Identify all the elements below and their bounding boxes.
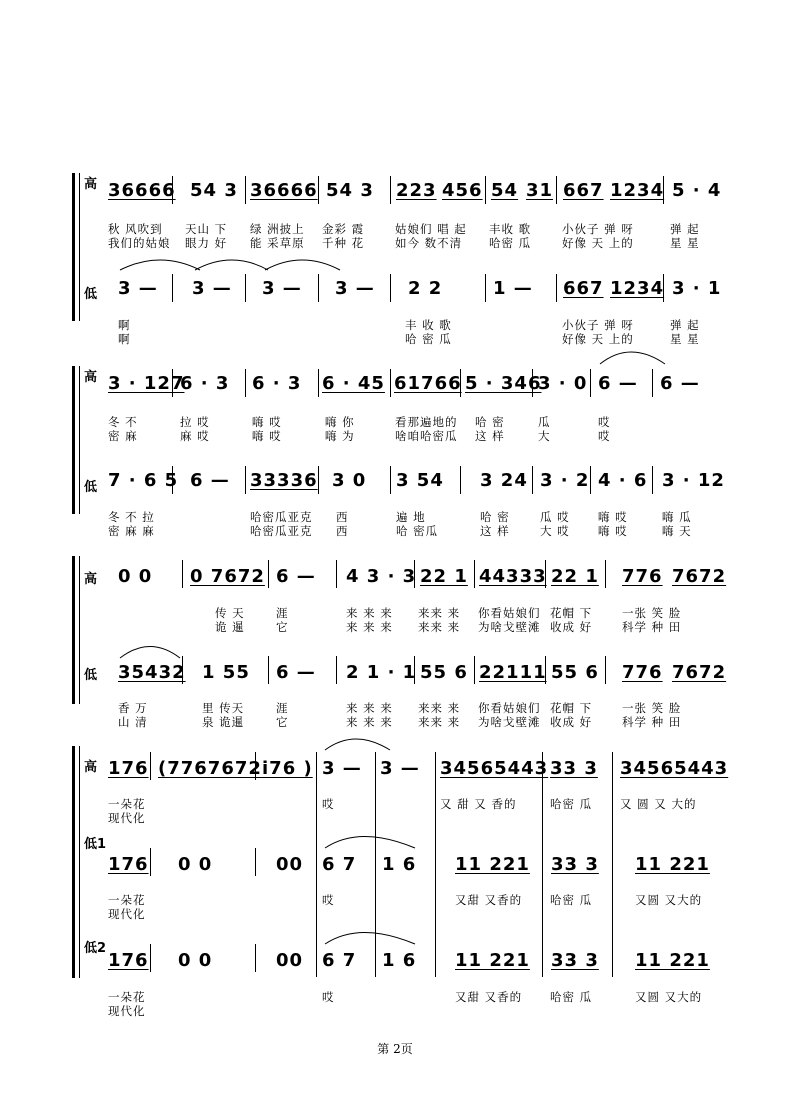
note-group: 0 0 — [178, 854, 213, 875]
lyric: 泉 诡暹 — [202, 715, 245, 729]
note-group: 5 · 346 — [465, 373, 542, 394]
note-group: 6 — — [276, 566, 316, 587]
lyric: 传 天 — [215, 606, 245, 620]
lyric: 来 来 来 — [346, 620, 393, 634]
note-group: 44333 — [479, 566, 547, 587]
lyric: 星 星 — [670, 332, 700, 346]
note-group: 54 3 — [326, 180, 374, 201]
note-group: 11 221 — [455, 950, 530, 971]
lyric: 现代化 — [108, 1004, 146, 1018]
note-group: 4 3 · 3 — [346, 566, 417, 587]
lyric: 弹 起 — [670, 318, 700, 332]
lyric: 冬 不 — [108, 415, 138, 429]
note-group: 6 — — [190, 470, 230, 491]
note-group: 54 — [491, 180, 519, 201]
note-group: 34565443 — [620, 758, 729, 779]
lyric: 收成 好 — [550, 715, 593, 729]
lyric: 花帽 下 — [550, 701, 593, 715]
lyric: 又圆 又大的 — [635, 893, 703, 907]
lyric: 哈 密 — [475, 415, 505, 429]
slur — [195, 260, 268, 270]
lyric: 姑娘们 唱 起 — [395, 222, 467, 236]
note-group: 0 0 — [178, 950, 213, 971]
lyric: 丰 收 歌 — [405, 318, 452, 332]
lyric: 嗨 哎 — [252, 415, 282, 429]
part-label-high: 高 — [84, 370, 98, 385]
note-group: 3 · 1 — [672, 278, 722, 299]
note-group: 3 — — [335, 278, 375, 299]
lyric: 秋 风吹到 — [108, 222, 163, 236]
lyric: 嗨 瓜 — [662, 510, 692, 524]
note-group: i76 ) — [262, 758, 313, 779]
note-group: 6 7 — [322, 854, 357, 875]
lyric: 又圆 又大的 — [635, 990, 703, 1004]
lyric: 嗨 哎 — [252, 429, 282, 443]
lyric: 花帽 下 — [550, 606, 593, 620]
lyric: 一朵花 — [108, 797, 146, 811]
lyric: 嗨 哎 — [598, 524, 628, 538]
note-group: 6 · 3 — [252, 373, 302, 394]
lyric: 能 采草原 — [250, 236, 305, 250]
note-group: 176 — [108, 758, 149, 779]
note-group: 6 · 45 — [322, 373, 385, 394]
note-group: 33336 — [250, 470, 318, 491]
note-group: 6 · 3 — [180, 373, 230, 394]
lyric: 啊 — [118, 318, 131, 332]
note-group: 55 6 — [551, 662, 599, 683]
lyric: 涯 — [276, 701, 289, 715]
note-group: 4 · 6 — [598, 470, 648, 491]
note-group: 667 — [563, 180, 604, 201]
note-group: 776 — [622, 662, 663, 683]
lyric: 诡 暹 — [215, 620, 245, 634]
lyric: 来来 来 — [418, 606, 461, 620]
note-group: 54 3 — [190, 180, 238, 201]
lyric: 哈密 瓜 — [550, 990, 593, 1004]
note-group: 7672 — [672, 566, 727, 587]
lyric: 来 来 来 — [346, 606, 393, 620]
lyric: 天山 下 — [185, 222, 228, 236]
slur — [120, 647, 180, 659]
lyric: 好像 天 上的 — [562, 332, 634, 346]
lyric: 瓜 — [538, 415, 551, 429]
lyric: 眼力 好 — [185, 236, 228, 250]
note-group: 2 1 · 1 — [346, 662, 417, 683]
note-group: 00 — [276, 854, 304, 875]
lyric: 金彩 霞 — [322, 222, 365, 236]
lyric: 拉 哎 — [180, 415, 210, 429]
note-group: 2 2 — [408, 278, 443, 299]
lyric: 来 来 来 — [346, 701, 393, 715]
lyric: 丰收 歌 — [489, 222, 532, 236]
slur — [325, 739, 390, 750]
note-group: 3 · 12 — [662, 470, 725, 491]
note-group: 1 6 — [382, 854, 417, 875]
note-group: 3 0 — [332, 470, 367, 491]
note-group: 22 1 — [551, 566, 599, 587]
note-group: 176 — [108, 854, 149, 875]
lyric: 山 清 — [118, 715, 148, 729]
note-group: 61766 — [394, 373, 462, 394]
lyric: 你看姑娘们 — [478, 701, 541, 715]
note-group: 6 — — [660, 373, 700, 394]
lyric: 它 — [276, 620, 289, 634]
lyric: 嗨 为 — [325, 429, 355, 443]
slur — [325, 837, 415, 849]
slur — [265, 260, 340, 270]
lyric: 涯 — [276, 606, 289, 620]
note-group: 3 54 — [396, 470, 444, 491]
note-group: 11 221 — [635, 950, 710, 971]
lyric: 密 麻 — [108, 429, 138, 443]
note-group: 5 · 4 — [672, 180, 722, 201]
lyric: 瓜 哎 — [540, 510, 570, 524]
note-group: 3 — — [192, 278, 232, 299]
note-group: 456 — [442, 180, 483, 201]
note-group: 1 55 — [202, 662, 250, 683]
lyric: 又甜 又香的 — [455, 990, 523, 1004]
lyric: 科学 种 田 — [622, 620, 682, 634]
note-group: 6 — — [276, 662, 316, 683]
lyric: 啊 — [118, 332, 131, 346]
note-group: 1 6 — [382, 950, 417, 971]
slur — [325, 933, 415, 945]
lyric: 哎 — [598, 429, 611, 443]
lyric: 它 — [276, 715, 289, 729]
lyric: 看那遍地的 — [395, 415, 458, 429]
note-group: 33 3 — [550, 758, 598, 779]
note-group: 36666 — [108, 180, 176, 201]
note-group: 3 · 127 — [108, 373, 185, 394]
lyric: 冬 不 拉 — [108, 510, 155, 524]
note-group: 1234 — [610, 180, 665, 201]
lyric: 这 样 — [480, 524, 510, 538]
note-group: 55 6 — [420, 662, 468, 683]
lyric: 又 甜 又 香的 — [440, 797, 517, 811]
lyric: 嗨 天 — [662, 524, 692, 538]
note-group: 667 — [563, 278, 604, 299]
lyric: 哈 密瓜 — [396, 524, 439, 538]
lyric: 密 麻 麻 — [108, 524, 155, 538]
note-group: 35432 — [118, 662, 186, 683]
note-group: 33 3 — [551, 854, 599, 875]
lyric: 科学 种 田 — [622, 715, 682, 729]
note-group: 3 · 2 — [540, 470, 590, 491]
lyric: 哎 — [322, 893, 335, 907]
lyric: 西 — [336, 510, 349, 524]
note-group: (7767672 — [158, 758, 262, 779]
lyric: 大 — [538, 429, 551, 443]
part-label-high: 高 — [84, 572, 98, 587]
lyric: 嗨 你 — [325, 415, 355, 429]
lyric: 一张 笑 脸 — [622, 701, 682, 715]
note-group: 7 · 6 5 — [108, 470, 179, 491]
lyric: 香 万 — [118, 701, 148, 715]
lyric: 现代化 — [108, 811, 146, 825]
lyric: 哈密 瓜 — [550, 797, 593, 811]
note-group: 3 — — [380, 758, 420, 779]
lyric: 我们的姑娘 — [108, 236, 171, 250]
lyric: 这 样 — [475, 429, 505, 443]
lyric: 一朵花 — [108, 990, 146, 1004]
note-group: 3 — — [262, 278, 302, 299]
lyric: 哈密 瓜 — [550, 893, 593, 907]
lyric: 又甜 又香的 — [455, 893, 523, 907]
lyric: 弹 起 — [670, 222, 700, 236]
note-group: 22111 — [479, 662, 547, 683]
part-label-low: 低 — [84, 668, 98, 683]
lyric: 哈密 瓜 — [489, 236, 532, 250]
lyric: 哈密瓜亚克 — [250, 524, 313, 538]
lyric: 现代化 — [108, 907, 146, 921]
slur — [120, 260, 200, 270]
lyric: 哈密瓜亚克 — [250, 510, 313, 524]
lyric: 哈 密 — [480, 510, 510, 524]
note-group: 0 7672 — [190, 566, 265, 587]
note-group: 00 — [276, 950, 304, 971]
lyric: 来来 来 — [418, 715, 461, 729]
lyric: 绿 洲披上 — [250, 222, 305, 236]
note-group: 6 — — [598, 373, 638, 394]
lyric: 千种 花 — [322, 236, 365, 250]
lyric: 麻 哎 — [180, 429, 210, 443]
lyric: 星 星 — [670, 236, 700, 250]
lyric: 哈 密 瓜 — [405, 332, 452, 346]
note-group: 3 · 0 — [538, 373, 588, 394]
lyric: 嗨 哎 — [598, 510, 628, 524]
lyric: 来来 来 — [418, 701, 461, 715]
lyric: 小伙子 弹 呀 — [562, 318, 634, 332]
lyric: 哎 — [598, 415, 611, 429]
note-group: 3 24 — [480, 470, 528, 491]
lyric: 收成 好 — [550, 620, 593, 634]
slur — [600, 352, 665, 364]
note-group: 1234 — [610, 278, 665, 299]
lyric: 好像 天 上的 — [562, 236, 634, 250]
lyric: 你看姑娘们 — [478, 606, 541, 620]
lyric: 又 圆 又 大的 — [620, 797, 697, 811]
note-group: 11 221 — [455, 854, 530, 875]
note-group: 0 0 — [118, 566, 153, 587]
note-group: 6 7 — [322, 950, 357, 971]
note-group: 3 — — [322, 758, 362, 779]
lyric: 一朵花 — [108, 893, 146, 907]
lyric: 为啥戈壁滩 — [478, 715, 541, 729]
note-group: 34565443 — [440, 758, 549, 779]
note-group: 11 221 — [635, 854, 710, 875]
part-label-high: 高 — [84, 760, 98, 775]
part-label-high: 高 — [84, 177, 98, 192]
part-label-low2: 低2 — [84, 941, 107, 956]
page-number: 第 2页 — [377, 1042, 413, 1056]
note-group: 31 — [526, 180, 554, 201]
lyric: 哎 — [322, 990, 335, 1004]
lyric: 来 来 来 — [346, 715, 393, 729]
note-group: 22 1 — [420, 566, 468, 587]
note-group: 7672 — [672, 662, 727, 683]
part-label-low: 低 — [84, 287, 98, 302]
part-label-low1: 低1 — [84, 837, 107, 852]
note-group: 33 3 — [551, 950, 599, 971]
note-group: 176 — [108, 950, 149, 971]
lyric: 小伙子 弹 呀 — [562, 222, 634, 236]
lyric: 为啥戈壁滩 — [478, 620, 541, 634]
lyric: 里 传天 — [202, 701, 245, 715]
note-group: 36666 — [250, 180, 318, 201]
note-group: 1 — — [493, 278, 533, 299]
note-group: 223 — [396, 180, 437, 201]
lyric: 遍 地 — [396, 510, 426, 524]
part-label-low: 低 — [84, 480, 98, 495]
lyric: 西 — [336, 524, 349, 538]
lyric: 哎 — [322, 797, 335, 811]
note-group: 3 — — [118, 278, 158, 299]
lyric: 如今 数不清 — [395, 236, 463, 250]
note-group: 776 — [622, 566, 663, 587]
lyric: 大 哎 — [540, 524, 570, 538]
lyric: 一张 笑 脸 — [622, 606, 682, 620]
lyric: 啥咱哈密瓜 — [395, 429, 458, 443]
lyric: 来来 来 — [418, 620, 461, 634]
